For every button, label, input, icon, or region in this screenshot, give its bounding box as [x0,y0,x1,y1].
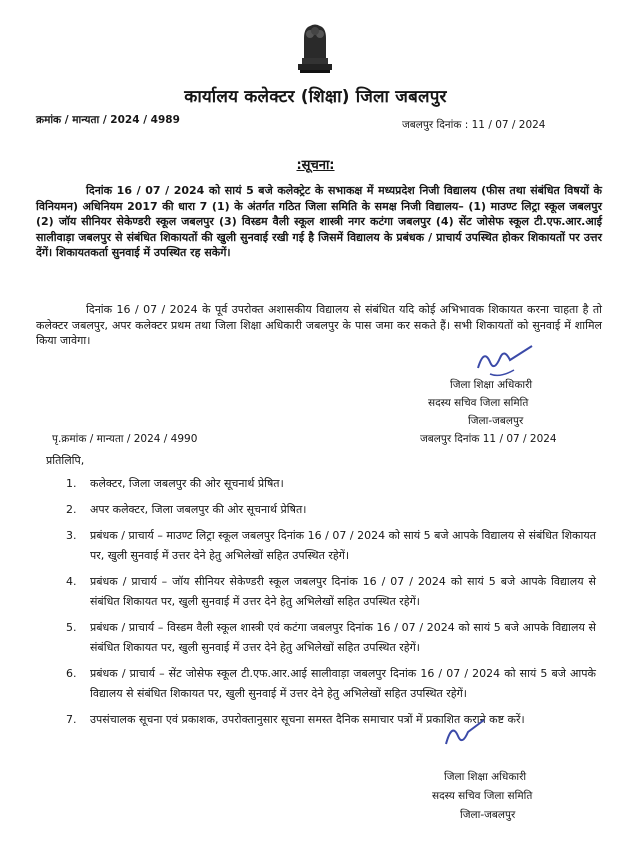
signatory-date: जबलपुर दिनांक 11 / 07 / 2024 [420,433,557,445]
issue-date: जबलपुर दिनांक : 11 / 07 / 2024 [402,119,546,131]
list-item-text: अपर कलेक्टर, जिला जबलपुर की ओर सूचनार्थ प्रेषित। [90,503,307,516]
list-item-text: प्रबंधक / प्राचार्य – जॉय सीनियर सेकेण्डरी स्कूल जबलपुर दिनांक 16 / 07 / 2024 को सायं 5 बजे आपके विद्यालय से संबंधित शिकायत पर, खुली सुनवाई में उत्तर देने हेतु अभिलेखों सहित उपस्थित रहेगें। [90,575,596,608]
list-item-number: 1. [66,477,77,490]
signatory-role: सदस्य सचिव जिला समिति [432,790,533,802]
list-item-number: 3. [66,529,77,542]
signature-block-2 [432,768,592,825]
list-item-number: 2. [66,503,77,516]
list-item [66,474,596,494]
list-item [66,710,596,730]
reference-number: क्रमांक / मान्यता / 2024 / 4989 [36,114,180,126]
list-item [66,572,596,612]
notice-heading: :सूचना: [296,158,335,173]
notice-paragraph-2: दिनांक 16 / 07 / 2024 के पूर्व उपरोक्त अशासकीय विद्यालय से संबंधित यदि कोई अभिभावक शिकायत करना चाहता है तो कलेक्टर जबलपुर, अपर कलेक्टर प्रथम तथा जिला शिक्षा अधिकारी जबलपुर के पास जमा कर सकते हैं। सभी शिकायतों को सुनवाई में शामिल किया जावेगा। [36,303,602,347]
copy-list [66,474,596,736]
list-item-text: कलेक्टर, जिला जबलपुर की ओर सूचनार्थ प्रेषित। [90,477,284,490]
list-item-text: प्रबंधक / प्राचार्य – माउण्ट लिट्रा स्कूल जबलपुर दिनांक 16 / 07 / 2024 को सायं 5 बजे आपके विद्यालय से संबंधित शिकायत पर, खुली सुनवाई में उत्तर देने हेतु अभिलेखों सहित उपस्थित रहेगें। [90,529,596,562]
signatory-designation: जिला शिक्षा अधिकारी [450,379,533,391]
state-emblem-icon [288,20,342,76]
list-item-number: 4. [66,575,77,588]
list-item-number: 7. [66,713,77,726]
list-item [66,618,596,658]
signature-mark [440,714,490,754]
endorsement-number: पृ.क्रमांक / मान्यता / 2024 / 4990 [52,433,198,445]
list-item [66,500,596,520]
signature-block-1 [420,376,588,448]
list-item-text: उपसंचालक सूचना एवं प्रकाशक, उपरोक्तानुसार सूचना समस्त दैनिक समाचार पत्रों में प्रकाशित कराने कष्ट करें। [90,713,525,726]
office-title: कार्यालय कलेक्टर (शिक्षा) जिला जबलपुर [184,87,447,107]
list-item-text: प्रबंधक / प्राचार्य – विस्डम वैली स्कूल शास्त्री एवं कटंगा जबलपुर दिनांक 16 / 07 / 2024 को सायं 5 बजे आपके विद्यालय से संबंधित शिकायत पर, खुली सुनवाई में उत्तर देने हेतु अभिलेखों सहित उपस्थित रहेगें। [90,621,596,654]
list-item [66,664,596,704]
list-item-text: प्रबंधक / प्राचार्य – सेंट जोसेफ स्कूल टी.एफ.आर.आई सालीवाड़ा जबलपुर दिनांक 16 / 07 / 2024 को सायं 5 बजे आपके विद्यालय से संबंधित शिकायत पर, खुली सुनवाई में उत्तर देने हेतु अभिलेखों सहित उपस्थित रहेगें। [90,667,596,700]
list-item-number: 6. [66,667,77,680]
copy-to-label: प्रतिलिपि, [46,454,85,467]
list-item [66,526,596,566]
signatory-district: जिला-जबलपुर [468,415,524,427]
signatory-designation: जिला शिक्षा अधिकारी [444,771,527,783]
signatory-role: सदस्य सचिव जिला समिति [428,397,529,409]
list-item-number: 5. [66,621,77,634]
signatory-district: जिला-जबलपुर [460,809,516,821]
notice-paragraph-1: दिनांक 16 / 07 / 2024 को सायं 5 बजे कलेक्ट्रेट के सभाकक्ष में मध्यप्रदेश निजी विद्यालय (फीस तथा संबंधित विषयों के विनियमन) अधिनियम 2017 की धारा 7 (1) के अंतर्गत गठित जिला समिति के समक्ष निजी विद्यालय– (1) माउण्ट लिट्रा स्कूल जबलपुर (2) जॉय सीनियर सेकेण्डरी स्कूल जबलपुर (3) विस्डम वैली स्कूल शास्त्री नगर कटंगा जबलपुर (4) सेंट जोसेफ स्कूल टी.एफ.आर.आई सालीवाड़ा जबलपुर से संबंधित शिकायतों की खुली सुनवाई रखी गई है जिसमें विद्यालय के प्रबंधक / प्राचार्य उपस्थित होकर शिकायतों पर उत्तर देंगें। शिकायतकर्ता सुनवाई में उपस्थित रह सकेगें। [36,184,602,259]
